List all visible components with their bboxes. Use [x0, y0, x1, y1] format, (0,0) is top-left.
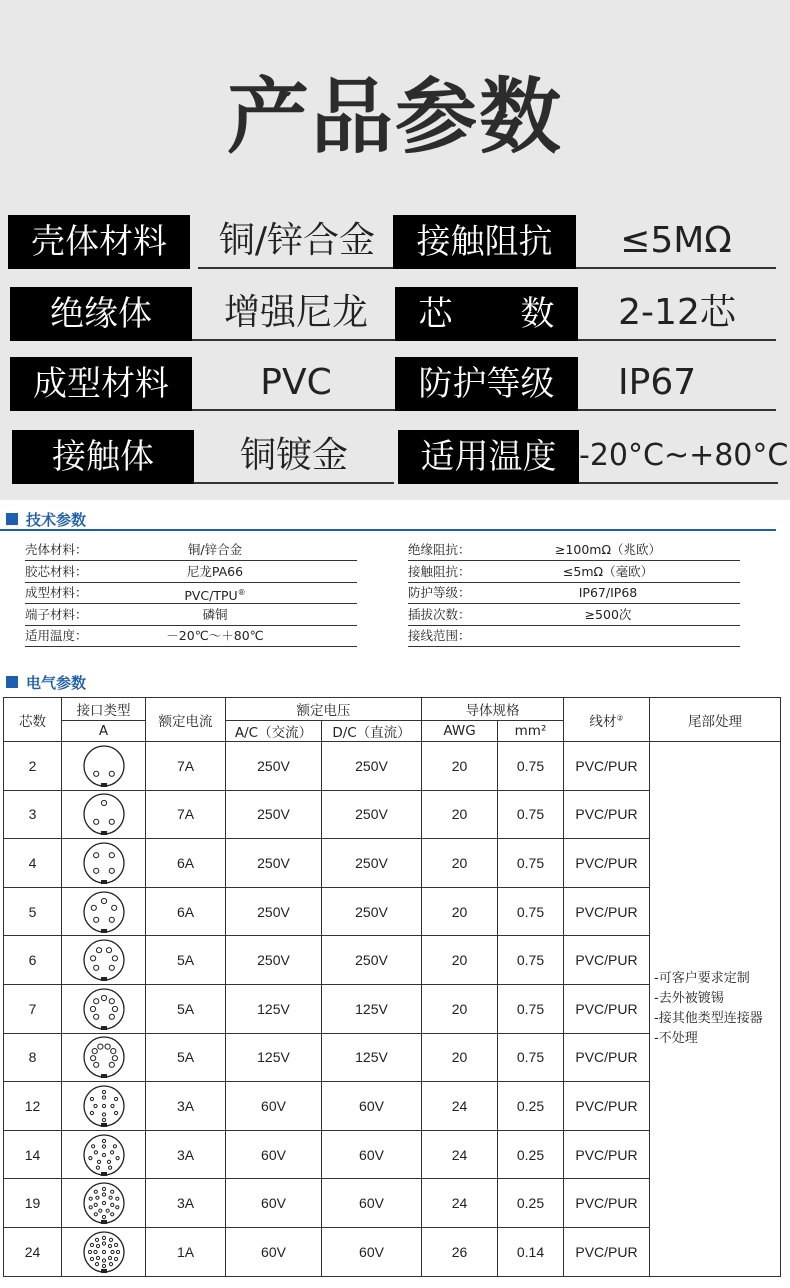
interface-cell — [62, 936, 146, 985]
connector-face-icon — [82, 890, 126, 934]
param-value: ≤5MΩ — [576, 215, 776, 269]
cell-dc: 250V — [322, 936, 422, 985]
connector-face-icon — [82, 1035, 126, 1079]
cell-current: 6A — [146, 887, 226, 936]
cell-awg: 24 — [422, 1082, 498, 1131]
cell-current: 7A — [146, 790, 226, 839]
tech-value — [120, 540, 310, 560]
param-label: 芯 数 — [395, 287, 578, 341]
tech-key: 接触阻抗： — [408, 563, 471, 579]
tech-key: 插拔次数： — [408, 606, 471, 622]
col-interface-sub: A — [62, 721, 146, 742]
section-marker-icon — [6, 513, 18, 525]
cell-dc: 125V — [322, 1033, 422, 1082]
tech-key: 适用温度： — [25, 628, 88, 643]
col-current: 额定电流 — [146, 698, 226, 742]
cell-ac: 250V — [226, 742, 322, 791]
cell-mm2: 0.75 — [498, 887, 564, 936]
cell-ac: 60V — [226, 1082, 322, 1131]
cell-cores: 24 — [4, 1227, 62, 1276]
cell-cores: 4 — [4, 839, 62, 888]
cell-wire: PVC/PUR — [564, 1082, 650, 1131]
param-label: 绝缘体 — [10, 287, 192, 341]
interface-cell — [62, 742, 146, 791]
cell-ac: 250V — [226, 887, 322, 936]
cell-mm2: 0.75 — [498, 984, 564, 1033]
cell-wire: PVC/PUR — [564, 1033, 650, 1082]
cell-awg: 20 — [422, 790, 498, 839]
cell-ac: 250V — [226, 790, 322, 839]
tech-value — [120, 626, 310, 646]
cell-cores: 8 — [4, 1033, 62, 1082]
tech-row — [25, 626, 357, 647]
cell-ac: 125V — [226, 984, 322, 1033]
interface-cell — [62, 839, 146, 888]
tech-key: 绝缘阻抗： — [408, 542, 471, 557]
cell-mm2: 0.25 — [498, 1082, 564, 1131]
cell-dc: 60V — [322, 1082, 422, 1131]
tail-options — [650, 742, 781, 1277]
tech-section-heading — [0, 508, 790, 530]
cell-awg: 20 — [422, 984, 498, 1033]
electrical-table — [3, 697, 781, 1277]
tech-key: 壳体材料： — [25, 542, 88, 557]
cell-ac: 60V — [226, 1130, 322, 1179]
cell-mm2: 0.75 — [498, 742, 564, 791]
param-value: 增强尼龙 — [192, 287, 400, 341]
tech-value-text: ≥100mΩ（兆欧） — [554, 542, 662, 557]
cell-wire: PVC/PUR — [564, 742, 650, 791]
elec-section-heading — [0, 671, 790, 693]
cell-cores: 6 — [4, 936, 62, 985]
connector-face-icon — [82, 792, 126, 836]
registered-mark: ® — [237, 588, 246, 597]
cell-wire: PVC/PUR — [564, 839, 650, 888]
param-value: 铜镀金 — [194, 430, 394, 484]
cell-dc: 250V — [322, 790, 422, 839]
cell-mm2: 0.25 — [498, 1130, 564, 1179]
col-wire-sup: ② — [616, 713, 624, 722]
tech-key: 端子材料： — [25, 606, 88, 622]
param-label: 接触阻抗 — [393, 215, 576, 269]
cell-awg: 20 — [422, 936, 498, 985]
cell-dc: 250V — [322, 887, 422, 936]
tech-row — [408, 605, 740, 626]
tech-row — [25, 540, 357, 561]
interface-cell — [62, 1130, 146, 1179]
param-label: 接触体 — [12, 430, 194, 484]
tech-key: 胶芯材料： — [25, 563, 88, 579]
cell-current: 3A — [146, 1130, 226, 1179]
cell-cores: 14 — [4, 1130, 62, 1179]
cell-current: 3A — [146, 1082, 226, 1131]
col-mm2: mm² — [498, 721, 564, 742]
cell-cores: 3 — [4, 790, 62, 839]
connector-face-icon — [82, 1230, 126, 1274]
cell-dc: 60V — [322, 1179, 422, 1228]
tech-row — [408, 626, 740, 647]
cell-awg: 24 — [422, 1179, 498, 1228]
param-value: PVC — [192, 357, 400, 411]
cell-dc: 125V — [322, 984, 422, 1033]
cell-current: 5A — [146, 936, 226, 985]
section-marker-icon — [6, 676, 18, 688]
cell-cores: 19 — [4, 1179, 62, 1228]
param-label: 适用温度 — [398, 430, 579, 484]
cell-mm2: 0.75 — [498, 936, 564, 985]
col-dc: D/C（直流） — [322, 721, 422, 742]
section-title: 技术参数 — [26, 511, 87, 529]
cell-current: 1A — [146, 1227, 226, 1276]
param-value: IP67 — [578, 357, 776, 411]
tech-value — [120, 605, 310, 625]
cell-dc: 250V — [322, 742, 422, 791]
tech-row — [25, 562, 357, 583]
connector-face-icon — [82, 938, 126, 982]
cell-awg: 20 — [422, 1033, 498, 1082]
tech-row — [25, 605, 357, 626]
connector-face-icon — [82, 987, 126, 1031]
cell-wire: PVC/PUR — [564, 1179, 650, 1228]
tech-value — [503, 605, 713, 625]
tail-option: -不处理 — [654, 1030, 698, 1046]
cell-wire: PVC/PUR — [564, 1227, 650, 1276]
cell-mm2: 0.14 — [498, 1227, 564, 1276]
col-interface: 接口类型 — [62, 698, 146, 721]
tail-option: -接其他类型连接器 — [654, 1010, 763, 1026]
param-label: 防护等级 — [395, 357, 578, 411]
interface-cell — [62, 790, 146, 839]
param-value: 铜/锌合金 — [198, 215, 396, 269]
cell-mm2: 0.25 — [498, 1179, 564, 1228]
cell-cores: 7 — [4, 984, 62, 1033]
interface-cell — [62, 1227, 146, 1276]
cell-dc: 250V — [322, 839, 422, 888]
tail-option: -可客户要求定制 — [654, 970, 750, 986]
interface-cell — [62, 1082, 146, 1131]
cell-mm2: 0.75 — [498, 1033, 564, 1082]
cell-cores: 2 — [4, 742, 62, 791]
col-awg: AWG — [422, 721, 498, 742]
cell-ac: 250V — [226, 839, 322, 888]
cell-current: 5A — [146, 984, 226, 1033]
interface-cell — [62, 1033, 146, 1082]
interface-cell — [62, 887, 146, 936]
cell-current: 7A — [146, 742, 226, 791]
col-cores: 芯数 — [4, 698, 62, 742]
connector-face-icon — [82, 744, 126, 788]
col-wire-label: 线材 — [589, 713, 617, 730]
col-voltage: 额定电压 — [226, 698, 422, 721]
cell-mm2: 0.75 — [498, 839, 564, 888]
col-wire — [564, 698, 650, 742]
cell-dc: 60V — [322, 1130, 422, 1179]
banner — [0, 0, 790, 500]
tech-row — [408, 583, 740, 604]
tech-value-text: ≤5mΩ（毫欧） — [562, 563, 654, 579]
page-title: 产品参数 — [226, 70, 563, 165]
cell-ac: 60V — [226, 1227, 322, 1276]
tech-value — [120, 583, 310, 606]
interface-cell — [62, 1179, 146, 1228]
col-tail: 尾部处理 — [650, 698, 781, 742]
tech-value — [120, 562, 310, 582]
cell-awg: 24 — [422, 1130, 498, 1179]
param-value: 2-12芯 — [578, 287, 776, 341]
tech-value — [503, 540, 713, 560]
tech-row — [408, 562, 740, 583]
cell-ac: 60V — [226, 1179, 322, 1228]
cell-wire: PVC/PUR — [564, 790, 650, 839]
tech-value-text: IP67/IP68 — [578, 585, 638, 600]
cell-cores: 12 — [4, 1082, 62, 1131]
connector-face-icon — [82, 1133, 126, 1177]
cell-cores: 5 — [4, 887, 62, 936]
tech-value — [503, 583, 713, 603]
cell-current: 6A — [146, 839, 226, 888]
cell-wire: PVC/PUR — [564, 887, 650, 936]
tech-value-text: PVC/TPU — [184, 588, 238, 604]
cell-current: 5A — [146, 1033, 226, 1082]
section-title: 电气参数 — [26, 674, 87, 692]
tech-row — [25, 583, 357, 604]
tail-option: -去外被镀锡 — [654, 990, 724, 1006]
tech-key: 成型材料： — [25, 585, 88, 600]
cell-ac: 125V — [226, 1033, 322, 1082]
tech-value-text: 尼龙PA66 — [186, 563, 244, 579]
cell-awg: 26 — [422, 1227, 498, 1276]
interface-cell — [62, 984, 146, 1033]
tech-value-text: 磷铜 — [202, 606, 228, 622]
tech-value-text: ≥500次 — [584, 606, 632, 622]
cell-current: 3A — [146, 1179, 226, 1228]
connector-face-icon — [82, 1181, 126, 1225]
cell-mm2: 0.75 — [498, 790, 564, 839]
connector-face-icon — [82, 1084, 126, 1128]
tech-value-text: －20℃～＋80℃ — [166, 628, 264, 643]
col-ac: A/C（交流） — [226, 721, 322, 742]
cell-ac: 250V — [226, 936, 322, 985]
tech-row — [408, 540, 740, 561]
param-label: 壳体材料 — [8, 215, 190, 269]
divider — [0, 529, 776, 531]
tech-value — [503, 562, 713, 582]
cell-awg: 20 — [422, 742, 498, 791]
tech-key: 防护等级： — [408, 585, 471, 600]
cell-dc: 60V — [322, 1227, 422, 1276]
param-label: 成型材料 — [10, 357, 192, 411]
col-conductor: 导体规格 — [422, 698, 564, 721]
tech-key: 接线范围： — [408, 628, 471, 643]
cell-awg: 20 — [422, 839, 498, 888]
cell-wire: PVC/PUR — [564, 1130, 650, 1179]
connector-face-icon — [82, 841, 126, 885]
cell-awg: 20 — [422, 887, 498, 936]
cell-wire: PVC/PUR — [564, 984, 650, 1033]
param-value: -20°C~+80°C — [579, 430, 778, 484]
cell-wire: PVC/PUR — [564, 936, 650, 985]
table-row — [4, 742, 781, 791]
tech-value-text: 铜/锌合金 — [187, 542, 243, 557]
